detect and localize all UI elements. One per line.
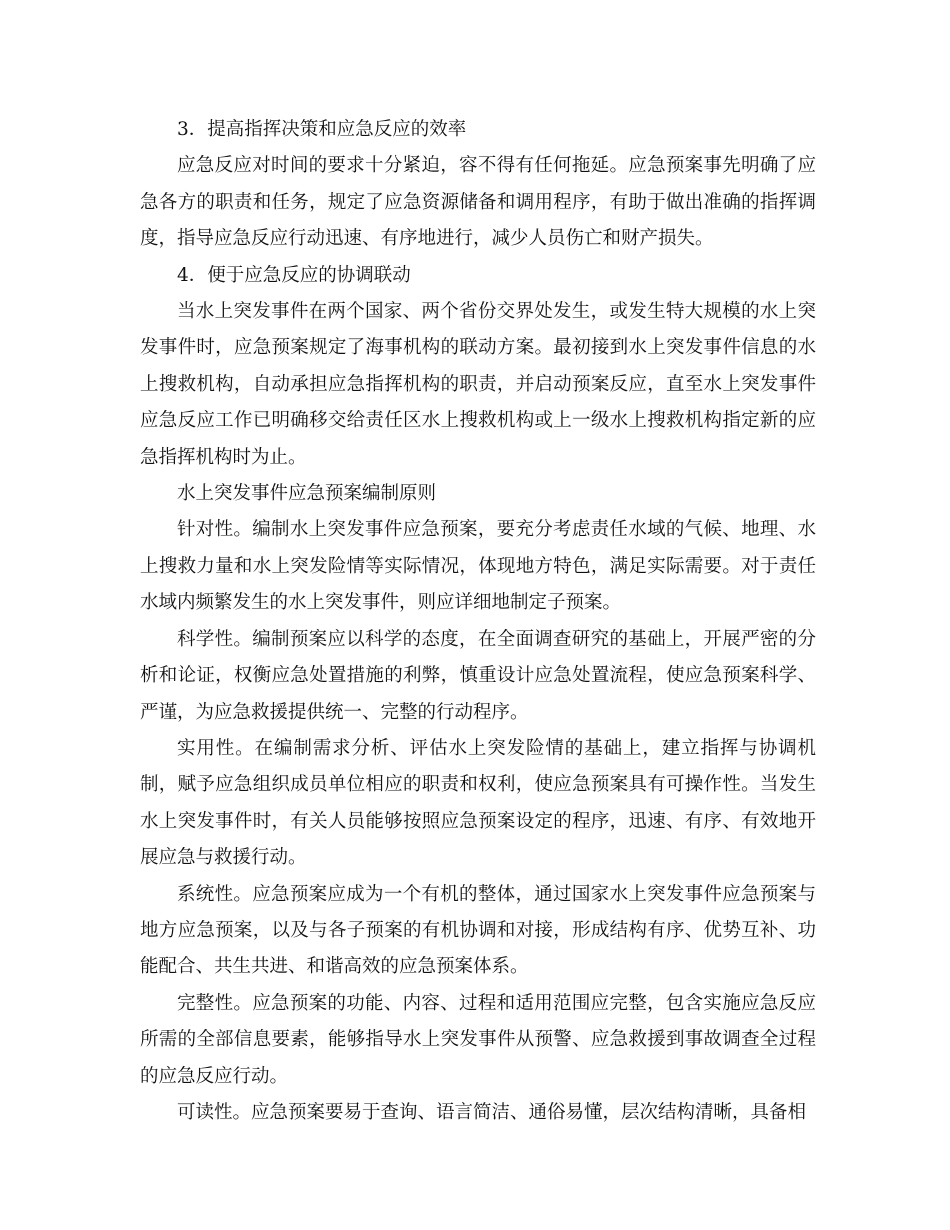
section-heading-4: 4．便于应急反应的协调联动	[177, 264, 411, 286]
paragraph-scientific: 科学性。编制预案应以科学的态度，在全面调查研究的基础上，开展严密的分析和论证，权衡应急处置措施的利弊，慎重设计应急处置流程，使应急预案科学、严谨，为应急救援提供统一、完整的行动程序。	[140, 628, 816, 723]
paragraph-practicality: 实用性。在编制需求分析、评估水上突发险情的基础上，建立指挥与协调机制，赋予应急组织成员单位相应的职责和权利，使应急预案具有可操作性。当发生水上突发事件时，有关人员能够按照应急预案设定的程序，迅速、有序、有效地开展应急与救援行动。	[140, 737, 816, 869]
paragraph-readability: 可读性。应急预案要易于查询、语言简洁、通俗易懂，层次结构清晰，具备相	[177, 1101, 807, 1123]
paragraph-efficiency: 应急反应对时间的要求十分紧迫，容不得有任何拖延。应急预案事先明确了应急各方的职责和任务，规定了应急资源储备和调用程序，有助于做出准确的指挥调度，指导应急反应行动迅速、有序地进行，减少人员伤亡和财产损失。	[140, 155, 816, 250]
paragraph-systematic: 系统性。应急预案应成为一个有机的整体，通过国家水上突发事件应急预案与地方应急预案，以及与各子预案的有机协调和对接，形成结构有序、优势互补、功能配合、共生共进、和谐高效的应急预案体系。	[140, 883, 816, 978]
document-body	[140, 112, 816, 1131]
paragraph-pertinence: 针对性。编制水上突发事件应急预案，要充分考虑责任水域的气候、地理、水上搜救力量和水上突发险情等实际情况，体现地方特色，满足实际需要。对于责任水域内频繁发生的水上突发事件，则应详细地制定子预案。	[140, 519, 816, 614]
section-heading-3: 3．提高指挥决策和应急反应的效率	[177, 119, 467, 140]
paragraph-completeness: 完整性。应急预案的功能、内容、过程和适用范围应完整，包含实施应急反应所需的全部信息要素，能够指导水上突发事件从预警、应急救援到事故调查全过程的应急反应行动。	[140, 992, 816, 1087]
section-heading-principles: 水上突发事件应急预案编制原则	[177, 483, 437, 505]
paragraph-coordination: 当水上突发事件在两个国家、两个省份交界处发生，或发生特大规模的水上突发事件时，应急预案规定了海事机构的联动方案。最初接到水上突发事件信息的水上搜救机构，自动承担应急指挥机构的职责，并启动预案反应，直至水上突发事件应急反应工作已明确移交给责任区水上搜救机构或上一级水上搜救机构指定新的应急指挥机构时为止。	[140, 301, 816, 468]
